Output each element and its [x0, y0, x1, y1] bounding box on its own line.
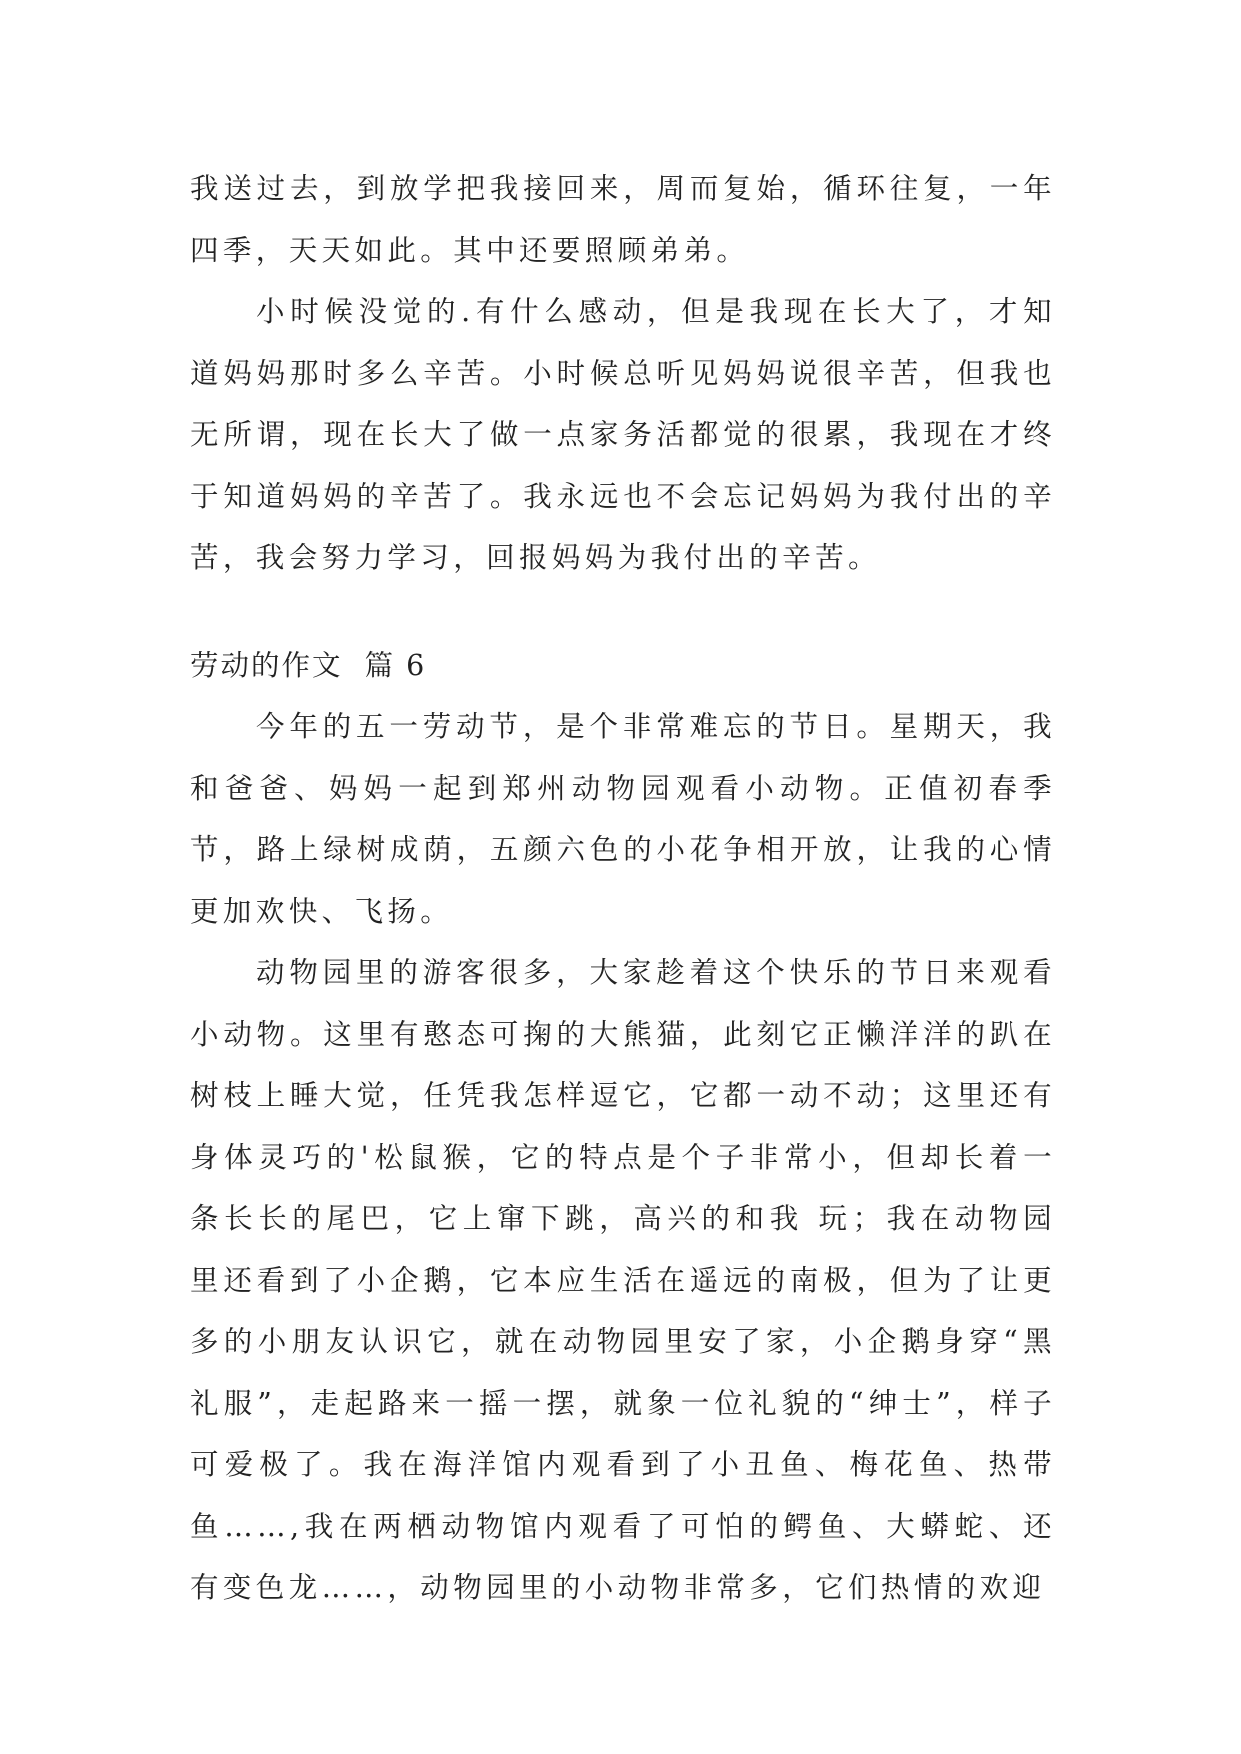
paragraph-4: 动物园里的游客很多，大家趁着这个快乐的节日来观看小动物。这里有憨态可掬的大熊猫，此刻它正懒洋洋的趴在树枝上睡大觉，任凭我怎样逗它，它都一动不动；这里还有身体灵巧的'松鼠猴，它的特点是个子非常小，但却长着一条长长的尾巴，它上窜下跳，高兴的和我 玩；我在动物园里还看到了小企鹅，它本应生活在遥远的南极，但为了让更多的小朋友认识它，就在动物园里安了家，小企鹅身穿“黑礼服”，走起路来一摇一摆，就象一位礼貌的“绅士”，样子可爱极了。我在海洋馆内观看到了小丑鱼、梅花鱼、热带鱼……,我在两栖动物馆内观看了可怕的鳄鱼、大蟒蛇、还有变色龙……，动物园里的小动物非常多，它们热情的欢迎	[190, 956, 1056, 1604]
paragraph-2: 小时候没觉的.有什么感动，但是我现在长大了，才知道妈妈那时多么辛苦。小时候总听见妈妈说很辛苦，但我也无所谓，现在长大了做一点家务活都觉的很累，我现在才终于知道妈妈的辛苦了。我永远也不会忘记妈妈为我付出的辛苦，我会努力学习，回报妈妈为我付出的辛苦。	[190, 295, 1056, 574]
paragraph-3: 今年的五一劳动节，是个非常难忘的节日。星期天，我和爸爸、妈妈一起到郑州动物园观看小动物。正值初春季节，路上绿树成荫，五颜六色的小花争相开放，让我的心情更加欢快、飞扬。	[190, 710, 1056, 928]
paragraph-1: 我送过去，到放学把我接回来，周而复始，循环往复，一年四季，天天如此。其中还要照顾弟弟。	[190, 172, 1056, 267]
section-heading: 劳动的作文 篇 6	[190, 648, 427, 682]
document-body	[190, 158, 1056, 1619]
